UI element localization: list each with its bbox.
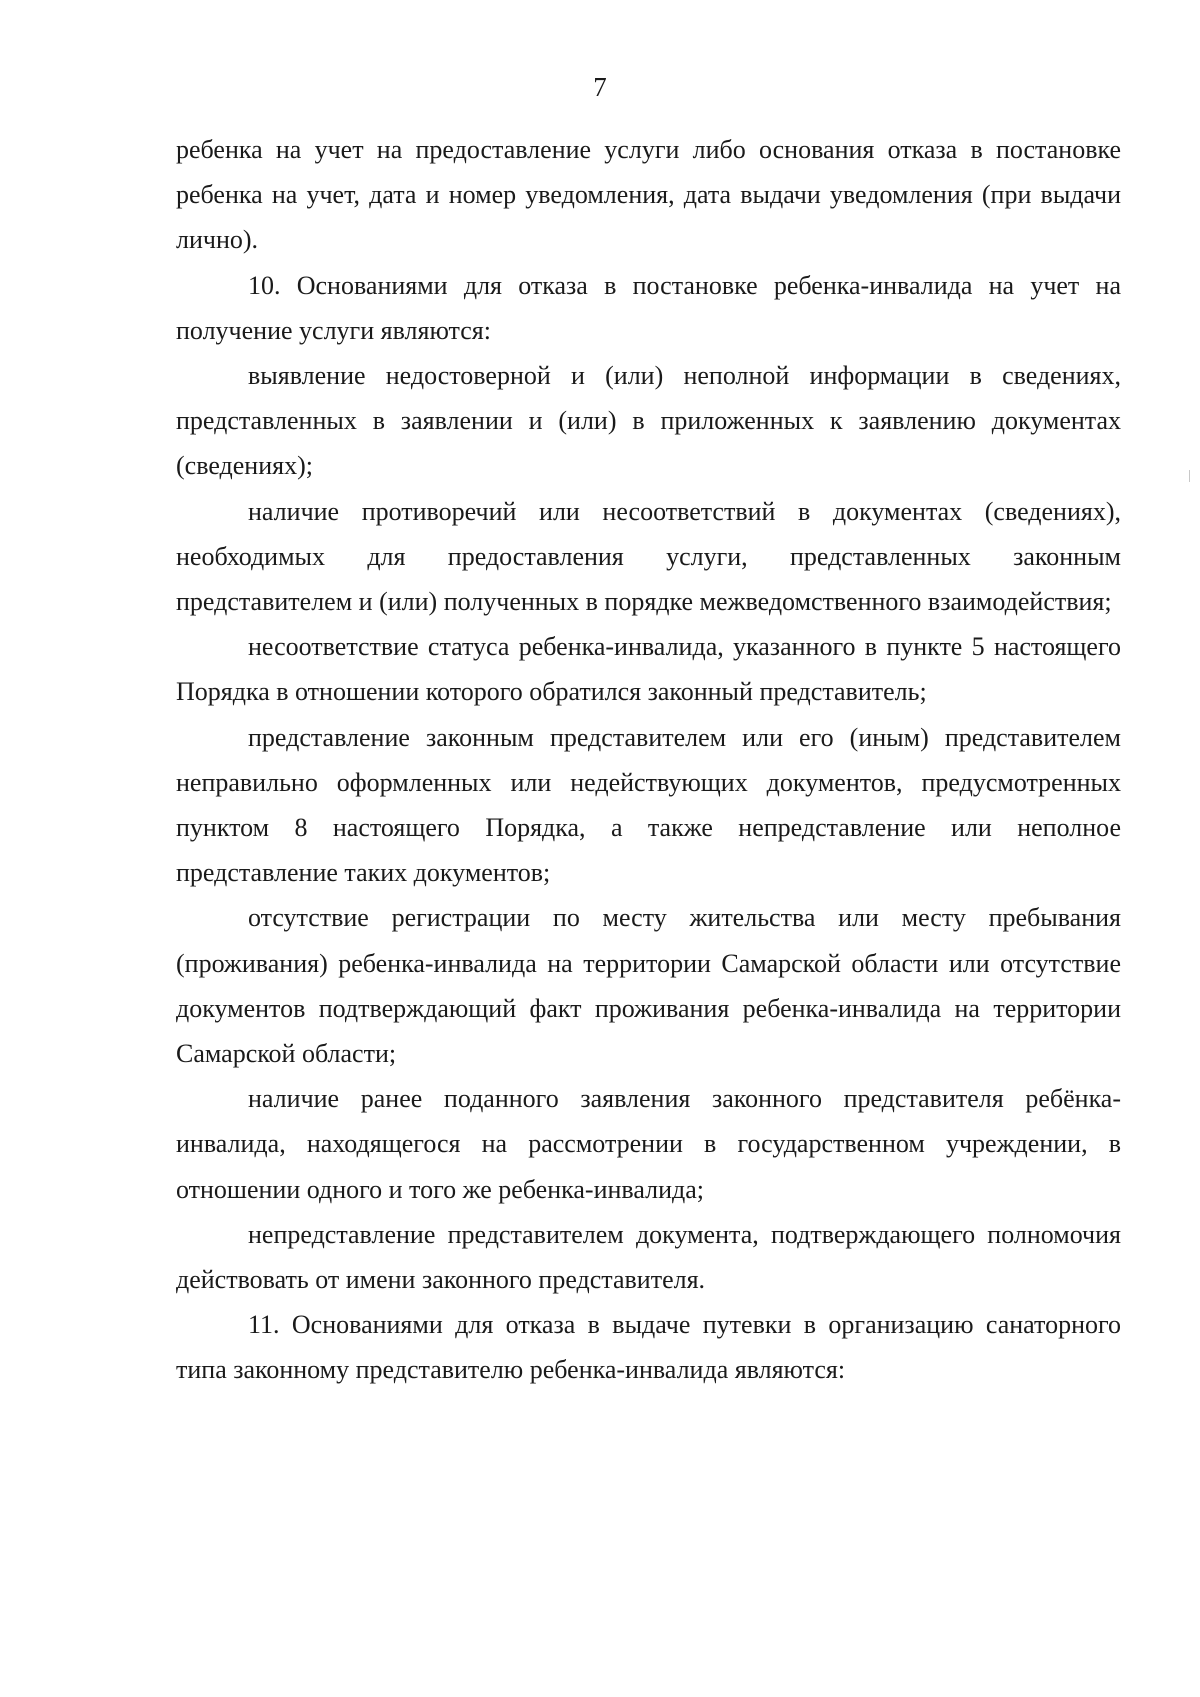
- paragraph: представление законным представителем или его (иным) представителем неправильно оформленных или недействующих документов, предусмотренных пунктом 8 настоящего Порядка, а также непредставление или неполное представление таких документов;: [176, 722, 1121, 888]
- paragraph: наличие противоречий или несоответствий в документах (сведениях), необходимых для предоставления услуги, представленных законным представителем и (или) полученных в порядке межведомственного взаимодействия;: [176, 496, 1121, 617]
- document-body: [176, 127, 1121, 1393]
- page-number: 7: [593, 72, 607, 102]
- paragraph: 10. Основаниями для отказа в постановке ребенка-инвалида на учет на получение услуги являются:: [176, 270, 1121, 345]
- paragraph: отсутствие регистрации по месту жительства или месту пребывания (проживания) ребенка-инвалида на территории Самарской области или отсутствие документов подтверждающий факт проживания ребенка-инвалида на территории Самарской области;: [176, 903, 1121, 1069]
- paragraph: наличие ранее поданного заявления законного представителя ребёнка-инвалида, находящегося на рассмотрении в государственном учреждении, в отношении одного и того же ребенка-инвалида;: [176, 1084, 1121, 1204]
- paragraph: 11. Основаниями для отказа в выдаче путевки в организацию санаторного типа законному представителю ребенка-инвалида являются:: [176, 1310, 1121, 1385]
- paragraph: несоответствие статуса ребенка-инвалида, указанного в пункте 5 настоящего Порядка в отношении которого обратился законный представитель;: [176, 632, 1121, 707]
- paragraph: выявление недостоверной и (или) неполной информации в сведениях, представленных в заявлении и (или) в приложенных к заявлению документах (сведениях);: [176, 361, 1121, 481]
- paragraph: ребенка на учет на предоставление услуги либо основания отказа в постановке ребенка на учет, дата и номер уведомления, дата выдачи уведомления (при выдачи лично).: [176, 135, 1121, 255]
- paragraph: непредставление представителем документа, подтверждающего полномочия действовать от имени законного представителя.: [176, 1219, 1121, 1295]
- scan-artifact: [1189, 470, 1190, 482]
